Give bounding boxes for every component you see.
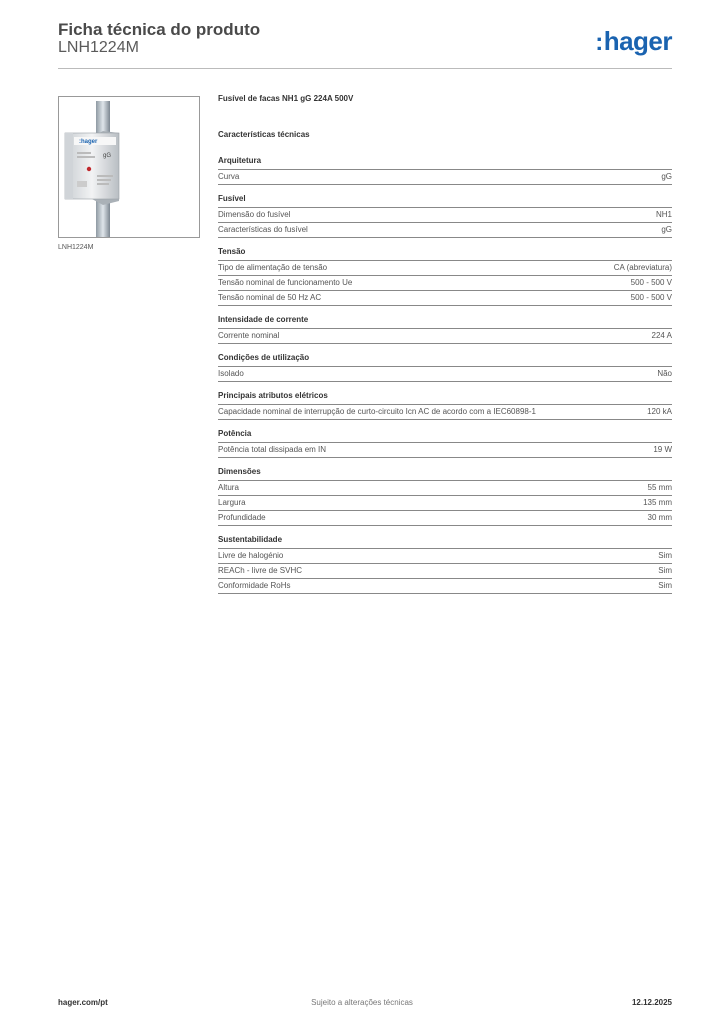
spec-row xyxy=(218,170,672,185)
spec-row xyxy=(218,443,672,458)
product-code: LNH1224M xyxy=(58,39,139,56)
section-title: Intensidade de corrente xyxy=(218,315,672,329)
spec-row xyxy=(218,367,672,382)
spec-label: Tipo de alimentação de tensão xyxy=(218,263,328,272)
page-title: Ficha técnica do produto xyxy=(58,20,261,39)
spec-value: Sim xyxy=(658,566,672,575)
spec-value: Sim xyxy=(658,551,672,560)
spec-row xyxy=(218,208,672,223)
spec-label: Isolado xyxy=(218,369,244,378)
section-title: Fusível xyxy=(218,194,672,208)
tech-section-heading: Características técnicas xyxy=(218,130,310,139)
spec-label: Largura xyxy=(218,498,246,507)
spec-value: Sim xyxy=(658,581,672,590)
spec-row xyxy=(218,329,672,344)
fuse-label-text: :hager xyxy=(79,139,98,145)
section-title: Potência xyxy=(218,429,672,443)
footer-website: hager.com/pt xyxy=(58,998,108,1007)
spec-section xyxy=(218,467,672,526)
product-image xyxy=(58,96,200,238)
footer-disclaimer: Sujeito a alterações técnicas xyxy=(311,998,413,1007)
section-title: Sustentabilidade xyxy=(218,535,672,549)
spec-row xyxy=(218,579,672,594)
logo-text: hager xyxy=(603,26,672,56)
spec-sheet xyxy=(218,94,672,603)
spec-value: 135 mm xyxy=(643,498,672,507)
section-title: Condições de utilização xyxy=(218,353,672,367)
spec-value: 500 - 500 V xyxy=(630,293,672,302)
image-caption: LNH1224M xyxy=(58,244,94,251)
spec-section xyxy=(218,535,672,594)
spec-sections xyxy=(218,156,672,594)
spec-row xyxy=(218,405,672,420)
spec-row xyxy=(218,223,672,238)
product-description: Fusível de facas NH1 gG 224A 500V xyxy=(218,94,354,103)
spec-row xyxy=(218,549,672,564)
spec-row xyxy=(218,261,672,276)
spec-section xyxy=(218,391,672,420)
spec-row xyxy=(218,511,672,526)
spec-section xyxy=(218,156,672,185)
spec-label: REACh - livre de SVHC xyxy=(218,566,303,575)
spec-value: Não xyxy=(657,369,672,378)
spec-label: Livre de halogénio xyxy=(218,551,284,560)
spec-row xyxy=(218,291,672,306)
spec-section xyxy=(218,353,672,382)
spec-value: CA (abreviatura) xyxy=(613,263,672,272)
spec-section xyxy=(218,247,672,306)
section-title: Dimensões xyxy=(218,467,672,481)
spec-section xyxy=(218,429,672,458)
spec-value: 30 mm xyxy=(647,513,672,522)
spec-label: Curva xyxy=(218,172,240,181)
spec-row xyxy=(218,276,672,291)
spec-section xyxy=(218,194,672,238)
spec-value: gG xyxy=(661,225,672,234)
footer-date: 12.12.2025 xyxy=(631,998,672,1007)
spec-row xyxy=(218,564,672,579)
spec-value: 500 - 500 V xyxy=(630,278,672,287)
fuse-class-text: gG xyxy=(103,153,112,159)
spec-row xyxy=(218,481,672,496)
fuse-illustration xyxy=(59,97,199,237)
spec-label: Conformidade RoHs xyxy=(218,581,291,590)
spec-label: Potência total dissipada em IN xyxy=(218,445,327,454)
spec-label: Corrente nominal xyxy=(218,331,280,340)
spec-value: gG xyxy=(661,172,672,181)
section-title: Arquitetura xyxy=(218,156,672,170)
spec-value: 120 kA xyxy=(647,407,672,416)
section-title: Principais atributos elétricos xyxy=(218,391,672,405)
spec-section xyxy=(218,315,672,344)
spec-row xyxy=(218,496,672,511)
spec-label: Tensão nominal de 50 Hz AC xyxy=(218,293,322,302)
spec-label: Dimensão do fusível xyxy=(218,210,291,219)
spec-value: 55 mm xyxy=(647,483,672,492)
header-divider xyxy=(58,68,672,69)
spec-label: Capacidade nominal de interrupção de curto-circuito Icn AC de acordo com a IEC60898-1 xyxy=(218,407,536,416)
spec-value: 19 W xyxy=(653,445,672,454)
spec-label: Tensão nominal de funcionamento Ue xyxy=(218,278,353,287)
spec-label: Altura xyxy=(218,483,239,492)
spec-label: Características do fusível xyxy=(218,225,308,234)
section-title: Tensão xyxy=(218,247,672,261)
hager-logo: :hager xyxy=(595,26,672,56)
spec-label: Profundidade xyxy=(218,513,266,522)
spec-value: 224 A xyxy=(651,331,672,340)
spec-value: NH1 xyxy=(655,210,672,219)
